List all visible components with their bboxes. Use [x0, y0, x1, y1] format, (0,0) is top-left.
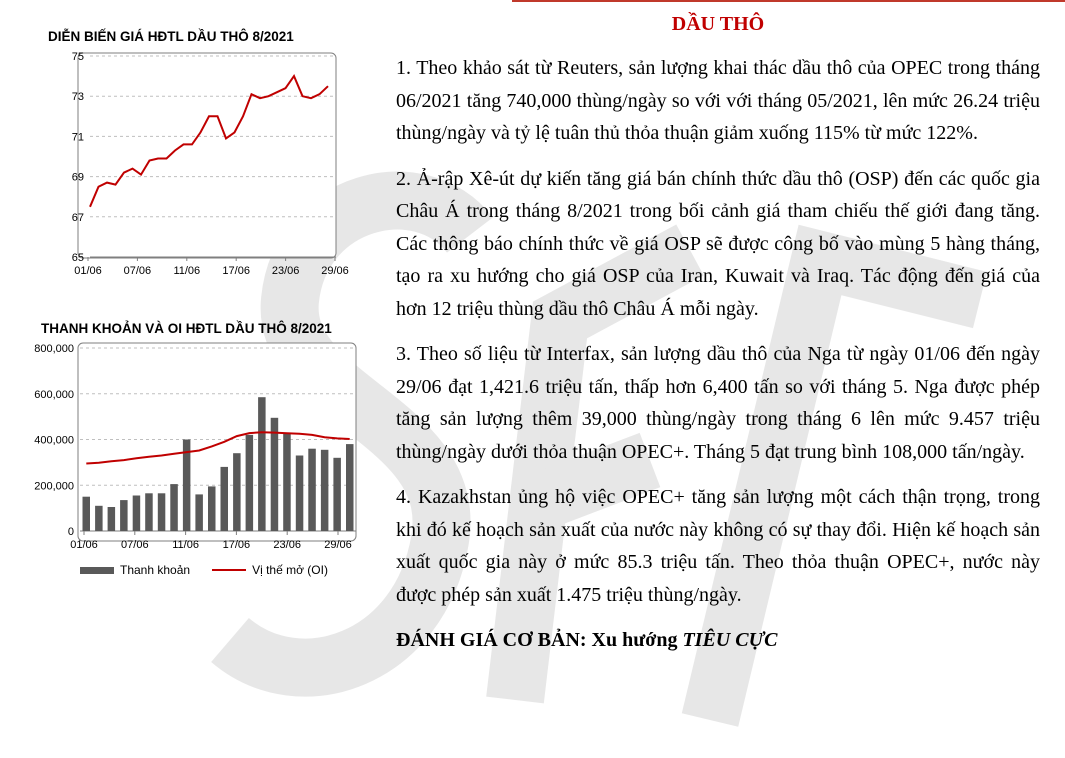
chart1-x-tick: 23/06 [271, 265, 300, 277]
volume-bar [95, 506, 103, 531]
volume-bar [233, 453, 241, 531]
volume-bar [283, 434, 291, 531]
chart1-y-tick: 75 [71, 51, 84, 63]
chart2-x-tick: 29/06 [324, 539, 352, 551]
chart1-x-tick: 17/06 [222, 265, 250, 277]
volume-bar [133, 496, 141, 532]
chart1-x-tick: 29/06 [321, 265, 349, 277]
chart2-y-tick: 800,000 [34, 343, 74, 355]
chart2-y-tick: 0 [67, 526, 74, 538]
volume-bar [108, 507, 116, 531]
volume-bar [271, 418, 279, 531]
chart2-title: THANH KHOẢN VÀ OI HĐTL DẦU THÔ 8/2021 [41, 321, 332, 336]
volume-bar [208, 486, 216, 531]
legend-line-swatch [212, 569, 246, 571]
volume-bar [195, 494, 203, 531]
price-chart [50, 46, 350, 286]
chart2-x-tick: 07/06 [121, 539, 149, 551]
chart1-y-tick: 65 [71, 252, 84, 264]
chart2-y-tick: 400,000 [34, 434, 74, 447]
volume-bar [346, 444, 354, 531]
volume-bar [145, 493, 153, 531]
volume-bar [158, 493, 166, 531]
chart2-x-tick: 01/06 [70, 539, 98, 551]
legend-bar-swatch [80, 567, 114, 574]
volume-bar [221, 467, 229, 531]
chart2-legend [80, 563, 328, 577]
volume-bar [258, 397, 266, 531]
chart1-x-tick: 11/06 [173, 265, 201, 277]
chart1-title: DIỄN BIẾN GIÁ HĐTL DẦU THÔ 8/2021 [48, 29, 294, 44]
volume-bar [321, 450, 329, 531]
chart1-x-tick: 01/06 [74, 265, 102, 277]
chart1-x-tick: 07/06 [123, 265, 152, 277]
top-rule [512, 0, 1065, 2]
chart1-y-tick: 67 [71, 211, 84, 224]
volume-bar [120, 500, 128, 531]
volume-bar [83, 497, 91, 531]
volume-bar [296, 456, 304, 532]
paragraph-2: 2. Ả-rập Xê-út dự kiến tăng giá bán chính thức dầu thô (OSP) đến các quốc gia Châu Á trong tháng 8/2021 trong bối cảnh giá tham chiếu thế giới đang tăng. Các thông báo chính thức về giá OSP sẽ được công bố vào mùng 5 hàng tháng, tạo ra xu hướng cho giá OSP của Iran, Kuwait và Iraq. Tác động đến giá của hơn 12 triệu thùng dầu thô Châu Á mỗi ngày. [396, 167, 1040, 320]
assessment [396, 624, 1040, 657]
chart1-y-tick: 73 [71, 91, 84, 104]
volume-bar [246, 435, 254, 531]
chart1-y-tick: 69 [71, 171, 84, 184]
chart1-y-tick: 71 [71, 131, 84, 144]
article [396, 10, 1040, 657]
chart2-y-tick: 600,000 [34, 388, 74, 401]
paragraph-1: 1. Theo khảo sát từ Reuters, sản lượng khai thác dầu thô của OPEC trong tháng 06/2021 tăng 740,000 thùng/ngày so với với tháng 05/2021, lên mức 26.24 triệu thùng/ngày và tỷ lệ tuân thủ thỏa thuận giảm xuống 115% từ mức 122%. [396, 57, 1040, 144]
volume-bar [308, 449, 316, 531]
paragraph-4: 4. Kazakhstan ủng hộ việc OPEC+ tăng sản lượng một cách thận trọng, trong khi đó kế hoạch sản xuất của nước này không có sự thay đổi. Hiện kế hoạch sản xuất quốc gia này ở mức 85.3 triệu tấn. Theo thỏa thuận OPEC+, nước này được phép sản xuất 1.475 triệu thùng/ngày. [396, 486, 1040, 606]
chart2-x-tick: 23/06 [273, 539, 301, 551]
paragraph-3: 3. Theo số liệu từ Interfax, sản lượng dầu thô của Nga từ ngày 01/06 đến ngày 29/06 đạt 1,421.6 triệu tấn, thấp hơn 6,400 tấn so với tháng 5. Nga được phép tăng sản lượng thêm 39,000 thùng/ngày trong tháng 6 lên mức 9.457 triệu thùng/ngày dưới thỏa thuận OPEC+. Tháng 5 đạt trung bình 108,000 tấn/ngày. [396, 343, 1040, 463]
legend-line-label: Vị thế mở (OI) [252, 563, 328, 577]
chart2-x-tick: 11/06 [172, 539, 199, 551]
volume-bar [333, 458, 341, 531]
chart2-x-tick: 17/06 [222, 539, 251, 551]
volume-bar [170, 484, 178, 531]
legend-bar-label: Thanh khoản [120, 563, 191, 577]
volume-oi-chart [18, 337, 352, 562]
assessment-value: TIÊU CỰC [682, 629, 778, 651]
chart2-y-tick: 200,000 [34, 480, 74, 493]
assessment-label: ĐÁNH GIÁ CƠ BẢN: Xu hướng [396, 629, 683, 651]
article-heading: DẦU THÔ [671, 13, 765, 35]
